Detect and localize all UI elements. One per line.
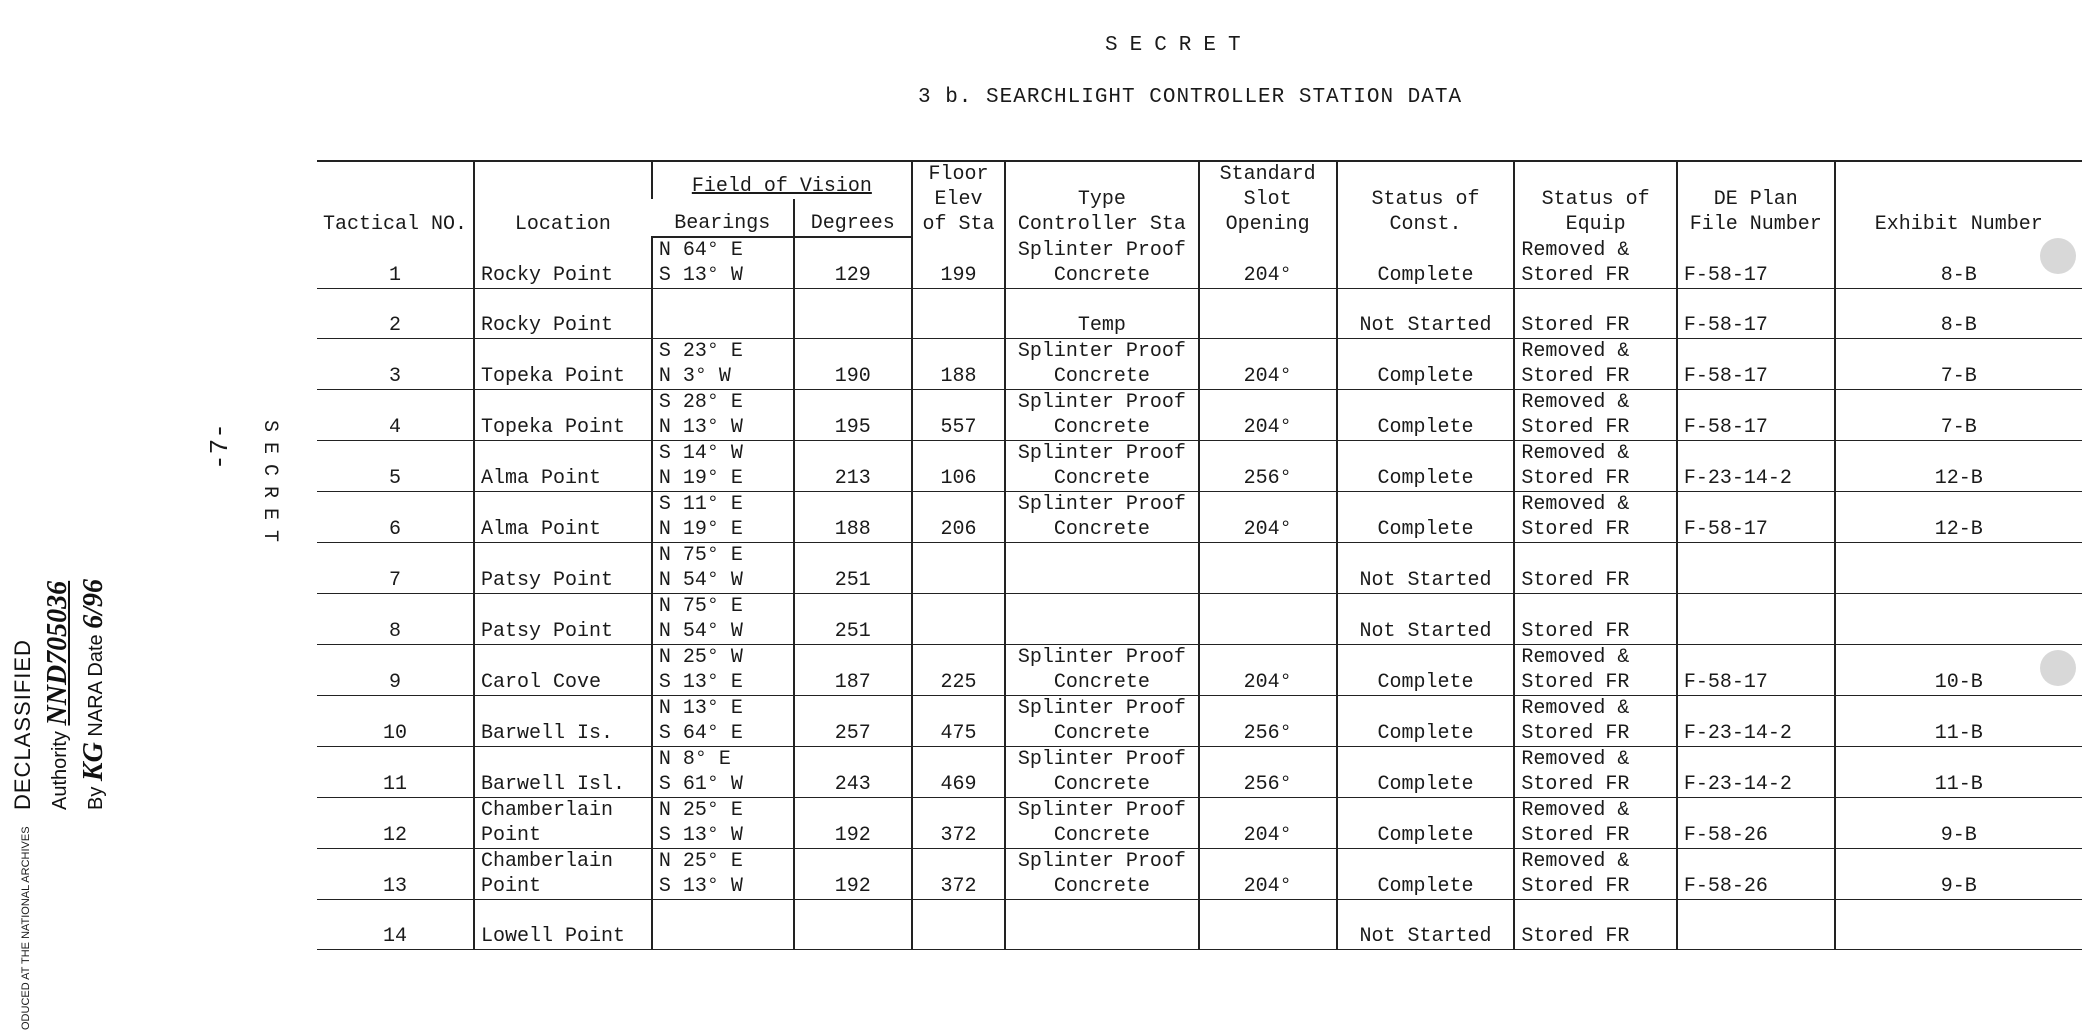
cell-loc: Topeka Point — [474, 339, 652, 390]
cell-const: Complete — [1337, 390, 1515, 441]
equip-line-2: Stored FR — [1521, 773, 1630, 796]
cell-bearing — [652, 849, 794, 900]
cell-elev: 206 — [912, 492, 1005, 543]
cell-loc: Chamberlain Point — [474, 849, 652, 900]
cell-plan: F-23-14-2 — [1677, 696, 1835, 747]
cell-slot — [1199, 594, 1337, 645]
cell-elev: 557 — [912, 390, 1005, 441]
cell-equip — [1514, 696, 1676, 747]
cell-equip — [1514, 747, 1676, 798]
cell-exh: 12-B — [1835, 441, 2082, 492]
cell-elev: 199 — [912, 237, 1005, 289]
cell-loc: Alma Point — [474, 492, 652, 543]
cell-no: 7 — [317, 543, 474, 594]
type-line-1: Splinter Proof — [1017, 239, 1186, 262]
col-const: Status of Const. — [1337, 161, 1515, 237]
cell-no: 14 — [317, 900, 474, 950]
col-location: Location — [474, 161, 652, 237]
equip-line-1: Removed & — [1521, 442, 1630, 465]
cell-type — [1005, 289, 1199, 339]
cell-loc: Chamberlain Point — [474, 798, 652, 849]
cell-bearing — [652, 492, 794, 543]
bearing-2: N 3° W — [658, 365, 731, 388]
equip-line-2: Stored FR — [1521, 264, 1630, 287]
table-row — [317, 289, 2082, 339]
table-row — [317, 237, 2082, 289]
cell-const: Complete — [1337, 696, 1515, 747]
bearing-2: N 19° E — [658, 467, 743, 490]
authority-line: Authority NND705036 — [42, 580, 73, 810]
cell-exh: 7-B — [1835, 339, 2082, 390]
cell-deg: 251 — [794, 594, 912, 645]
bearing-2: N 19° E — [658, 518, 743, 541]
cell-equip — [1514, 339, 1676, 390]
equip-line-2: Stored FR — [1521, 722, 1630, 745]
cell-elev — [912, 594, 1005, 645]
equip-line-1: Removed & — [1521, 239, 1630, 262]
col-field-of-vision: Field of Vision — [652, 161, 912, 199]
bearing-2: S 13° W — [658, 875, 743, 898]
cell-slot: 204° — [1199, 645, 1337, 696]
col-slot: Standard Slot Opening — [1199, 161, 1337, 237]
cell-exh: 11-B — [1835, 747, 2082, 798]
equip-line-2: Stored FR — [1521, 416, 1630, 439]
type-line-2: Concrete — [1053, 264, 1150, 287]
bearing-1: S 23° E — [658, 340, 743, 363]
cell-type — [1005, 339, 1199, 390]
table-row — [317, 747, 2082, 798]
cell-plan: F-58-26 — [1677, 849, 1835, 900]
cell-equip — [1514, 543, 1676, 594]
cell-elev: 469 — [912, 747, 1005, 798]
cell-slot: 204° — [1199, 237, 1337, 289]
cell-exh: 12-B — [1835, 492, 2082, 543]
cell-type — [1005, 798, 1199, 849]
table-row — [317, 543, 2082, 594]
equip-line-1: Removed & — [1521, 340, 1630, 363]
cell-plan: F-58-26 — [1677, 798, 1835, 849]
by-line: By KG NARA Date 6/96 — [78, 579, 109, 810]
equip-line-2: Stored FR — [1521, 314, 1630, 337]
cell-bearing — [652, 747, 794, 798]
cell-deg: 188 — [794, 492, 912, 543]
cell-plan: F-58-17 — [1677, 492, 1835, 543]
cell-elev: 372 — [912, 849, 1005, 900]
cell-slot: 204° — [1199, 492, 1337, 543]
type-line-1: Splinter Proof — [1017, 493, 1186, 516]
cell-const: Complete — [1337, 237, 1515, 289]
cell-equip — [1514, 289, 1676, 339]
cell-exh: 8-B — [1835, 289, 2082, 339]
cell-no: 5 — [317, 441, 474, 492]
cell-exh: 11-B — [1835, 696, 2082, 747]
type-line-2: Concrete — [1053, 875, 1150, 898]
type-line-2: Concrete — [1053, 518, 1150, 541]
declassification-stamp — [10, 579, 110, 810]
cell-no: 6 — [317, 492, 474, 543]
bearing-1: N 64° E — [658, 239, 743, 262]
cell-deg: 192 — [794, 849, 912, 900]
bearing-2: N 54° W — [658, 569, 743, 592]
cell-plan — [1677, 594, 1835, 645]
cell-plan: F-23-14-2 — [1677, 747, 1835, 798]
cell-const: Complete — [1337, 645, 1515, 696]
equip-line-2: Stored FR — [1521, 925, 1630, 948]
cell-plan: F-58-17 — [1677, 645, 1835, 696]
table-row — [317, 645, 2082, 696]
cell-bearing — [652, 696, 794, 747]
cell-no: 11 — [317, 747, 474, 798]
cell-slot: 256° — [1199, 696, 1337, 747]
bearing-1: S 14° W — [658, 442, 743, 465]
cell-equip — [1514, 441, 1676, 492]
cell-plan: F-58-17 — [1677, 339, 1835, 390]
bearing-2: S 64° E — [658, 722, 743, 745]
table-row — [317, 390, 2082, 441]
table-row — [317, 492, 2082, 543]
cell-bearing — [652, 594, 794, 645]
cell-exh: 7-B — [1835, 390, 2082, 441]
cell-const: Complete — [1337, 747, 1515, 798]
declassified-label: DECLASSIFIED — [10, 639, 35, 810]
equip-line-2: Stored FR — [1521, 671, 1630, 694]
cell-deg: 129 — [794, 237, 912, 289]
cell-no: 4 — [317, 390, 474, 441]
cell-elev: 372 — [912, 798, 1005, 849]
cell-plan: F-58-17 — [1677, 390, 1835, 441]
cell-elev — [912, 900, 1005, 950]
table-row — [317, 594, 2082, 645]
cell-exh: 9-B — [1835, 798, 2082, 849]
cell-type — [1005, 390, 1199, 441]
cell-no: 3 — [317, 339, 474, 390]
bearing-2: S 13° E — [658, 671, 743, 694]
col-type: Type Controller Sta — [1005, 161, 1199, 237]
cell-type — [1005, 849, 1199, 900]
archives-note: ODUCED AT THE NATIONAL ARCHIVES — [20, 826, 32, 1030]
table-row — [317, 849, 2082, 900]
cell-no: 13 — [317, 849, 474, 900]
cell-deg — [794, 289, 912, 339]
cell-deg: 190 — [794, 339, 912, 390]
col-equip: Status of Equip — [1514, 161, 1676, 237]
cell-slot — [1199, 543, 1337, 594]
cell-loc: Barwell Isl. — [474, 747, 652, 798]
cell-slot: 204° — [1199, 390, 1337, 441]
cell-loc: Lowell Point — [474, 900, 652, 950]
type-line-1: Splinter Proof — [1017, 646, 1186, 669]
equip-line-1: Removed & — [1521, 748, 1630, 771]
type-line-1: Splinter Proof — [1017, 748, 1186, 771]
equip-line-1: Removed & — [1521, 697, 1630, 720]
table-row — [317, 339, 2082, 390]
page-title: 3 b. SEARCHLIGHT CONTROLLER STATION DATA — [918, 86, 1463, 109]
cell-deg: 213 — [794, 441, 912, 492]
bearing-1: S 28° E — [658, 391, 743, 414]
bearing-1: N 8° E — [658, 748, 731, 771]
cell-const: Not Started — [1337, 594, 1515, 645]
cell-equip — [1514, 492, 1676, 543]
cell-slot: 204° — [1199, 798, 1337, 849]
bearing-2: S 13° W — [658, 824, 743, 847]
type-line-1: Splinter Proof — [1017, 799, 1186, 822]
equip-line-1: Removed & — [1521, 646, 1630, 669]
cell-elev: 106 — [912, 441, 1005, 492]
cell-plan: F-23-14-2 — [1677, 441, 1835, 492]
cell-bearing — [652, 645, 794, 696]
cell-type — [1005, 594, 1199, 645]
cell-exh: 10-B — [1835, 645, 2082, 696]
cell-type — [1005, 543, 1199, 594]
cell-exh — [1835, 594, 2082, 645]
equip-line-2: Stored FR — [1521, 518, 1630, 541]
cell-bearing — [652, 339, 794, 390]
cell-loc: Topeka Point — [474, 390, 652, 441]
cell-no: 8 — [317, 594, 474, 645]
cell-deg: 195 — [794, 390, 912, 441]
cell-loc: Carol Cove — [474, 645, 652, 696]
cell-exh: 8-B — [1835, 237, 2082, 289]
cell-elev — [912, 289, 1005, 339]
cell-bearing — [652, 900, 794, 950]
table-row — [317, 696, 2082, 747]
type-line-2: Temp — [1077, 314, 1126, 337]
cell-no: 1 — [317, 237, 474, 289]
type-line-2: Concrete — [1053, 722, 1150, 745]
equip-line-2: Stored FR — [1521, 824, 1630, 847]
page-number: -7- — [205, 423, 235, 470]
cell-deg: 192 — [794, 798, 912, 849]
table-row — [317, 900, 2082, 950]
cell-no: 12 — [317, 798, 474, 849]
type-line-2: Concrete — [1053, 416, 1150, 439]
cell-type — [1005, 645, 1199, 696]
cell-plan — [1677, 900, 1835, 950]
cell-slot: 204° — [1199, 849, 1337, 900]
cell-deg: 243 — [794, 747, 912, 798]
table-row — [317, 798, 2082, 849]
type-line-1: Splinter Proof — [1017, 697, 1186, 720]
cell-plan: F-58-17 — [1677, 289, 1835, 339]
equip-line-1: Removed & — [1521, 391, 1630, 414]
cell-elev — [912, 543, 1005, 594]
cell-const: Complete — [1337, 849, 1515, 900]
cell-slot: 256° — [1199, 441, 1337, 492]
cell-type — [1005, 441, 1199, 492]
cell-const: Complete — [1337, 441, 1515, 492]
bearing-1: N 25° E — [658, 850, 743, 873]
col-floor-elev: Floor Elev of Sta — [912, 161, 1005, 237]
cell-elev: 225 — [912, 645, 1005, 696]
cell-no: 9 — [317, 645, 474, 696]
side-classification: SECRET — [258, 420, 281, 553]
cell-bearing — [652, 289, 794, 339]
type-line-2: Concrete — [1053, 773, 1150, 796]
cell-deg: 257 — [794, 696, 912, 747]
equip-line-1: Removed & — [1521, 799, 1630, 822]
cell-exh — [1835, 900, 2082, 950]
cell-bearing — [652, 441, 794, 492]
cell-bearing — [652, 390, 794, 441]
cell-plan: F-58-17 — [1677, 237, 1835, 289]
equip-line-2: Stored FR — [1521, 569, 1630, 592]
equip-line-1: Removed & — [1521, 850, 1630, 873]
type-line-1: Splinter Proof — [1017, 391, 1186, 414]
cell-equip — [1514, 900, 1676, 950]
col-tactical: Tactical NO. — [317, 161, 474, 237]
bearing-1: N 13° E — [658, 697, 743, 720]
station-data-table — [317, 160, 2082, 950]
cell-slot: 204° — [1199, 339, 1337, 390]
type-line-1: Splinter Proof — [1017, 340, 1186, 363]
cell-bearing — [652, 543, 794, 594]
bearing-1: N 25° W — [658, 646, 743, 669]
cell-type — [1005, 237, 1199, 289]
cell-type — [1005, 747, 1199, 798]
type-line-2: Concrete — [1053, 824, 1150, 847]
col-bearings: Bearings — [652, 199, 794, 237]
col-degrees: Degrees — [794, 199, 912, 237]
equip-line-2: Stored FR — [1521, 467, 1630, 490]
cell-equip — [1514, 594, 1676, 645]
bearing-1: N 25° E — [658, 799, 743, 822]
equip-line-1: Removed & — [1521, 493, 1630, 516]
cell-type — [1005, 492, 1199, 543]
col-exhibit: Exhibit Number — [1835, 161, 2082, 237]
cell-plan — [1677, 543, 1835, 594]
cell-type — [1005, 900, 1199, 950]
cell-deg — [794, 900, 912, 950]
bearing-1: N 75° E — [658, 544, 743, 567]
classification-header: SECRET — [1105, 34, 1253, 57]
equip-line-2: Stored FR — [1521, 875, 1630, 898]
col-plan: DE Plan File Number — [1677, 161, 1835, 237]
cell-const: Not Started — [1337, 289, 1515, 339]
cell-equip — [1514, 849, 1676, 900]
cell-equip — [1514, 645, 1676, 696]
cell-type — [1005, 696, 1199, 747]
table-row — [317, 441, 2082, 492]
cell-loc: Rocky Point — [474, 289, 652, 339]
cell-exh — [1835, 543, 2082, 594]
cell-const: Not Started — [1337, 543, 1515, 594]
cell-const: Complete — [1337, 492, 1515, 543]
cell-const: Not Started — [1337, 900, 1515, 950]
cell-loc: Alma Point — [474, 441, 652, 492]
type-line-1: Splinter Proof — [1017, 850, 1186, 873]
bearing-2: S 61° W — [658, 773, 743, 796]
cell-slot: 256° — [1199, 747, 1337, 798]
cell-equip — [1514, 390, 1676, 441]
cell-deg: 187 — [794, 645, 912, 696]
cell-const: Complete — [1337, 339, 1515, 390]
bearing-2: N 54° W — [658, 620, 743, 643]
bearing-2: S 13° W — [658, 264, 743, 287]
type-line-2: Concrete — [1053, 467, 1150, 490]
cell-deg: 251 — [794, 543, 912, 594]
cell-bearing — [652, 237, 794, 289]
cell-equip — [1514, 798, 1676, 849]
type-line-2: Concrete — [1053, 365, 1150, 388]
cell-loc: Patsy Point — [474, 543, 652, 594]
bearing-2: N 13° W — [658, 416, 743, 439]
cell-exh: 9-B — [1835, 849, 2082, 900]
cell-elev: 188 — [912, 339, 1005, 390]
type-line-2: Concrete — [1053, 671, 1150, 694]
bearing-1: N 75° E — [658, 595, 743, 618]
equip-line-2: Stored FR — [1521, 365, 1630, 388]
cell-no: 10 — [317, 696, 474, 747]
cell-bearing — [652, 798, 794, 849]
cell-no: 2 — [317, 289, 474, 339]
cell-slot — [1199, 900, 1337, 950]
bearing-1: S 11° E — [658, 493, 743, 516]
cell-loc: Barwell Is. — [474, 696, 652, 747]
cell-loc: Rocky Point — [474, 237, 652, 289]
type-line-1: Splinter Proof — [1017, 442, 1186, 465]
cell-equip — [1514, 237, 1676, 289]
cell-elev: 475 — [912, 696, 1005, 747]
cell-const: Complete — [1337, 798, 1515, 849]
equip-line-2: Stored FR — [1521, 620, 1630, 643]
cell-loc: Patsy Point — [474, 594, 652, 645]
cell-slot — [1199, 289, 1337, 339]
